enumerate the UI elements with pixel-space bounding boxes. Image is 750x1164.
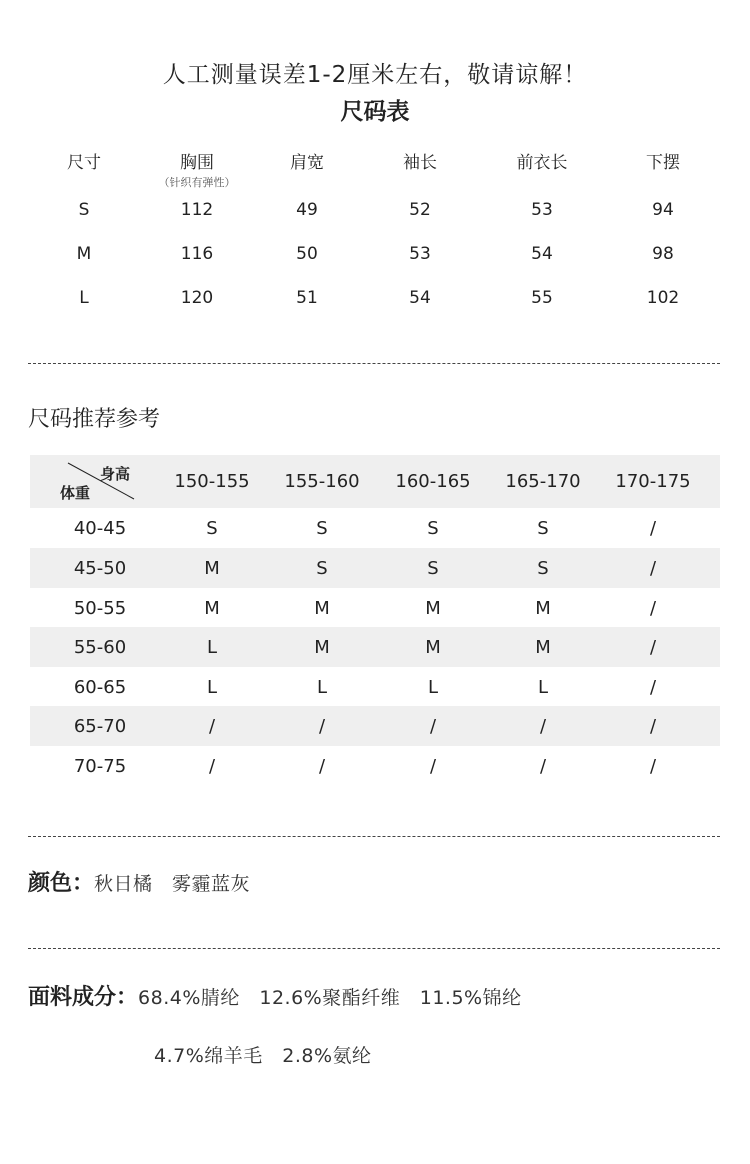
header-shoulder: 肩宽: [290, 153, 324, 173]
weight-cell: 60-65: [73, 677, 127, 698]
table-cell: 120: [180, 288, 214, 308]
weight-cell: 45-50: [73, 558, 127, 579]
table-cell: 53: [409, 244, 431, 264]
table-cell: 54: [531, 244, 553, 264]
table-cell: 53: [531, 200, 553, 220]
table-row: [28, 288, 720, 328]
table-cell: 55: [531, 288, 553, 308]
height-header: 150-155: [174, 471, 250, 492]
weight-cell: 40-45: [73, 518, 127, 539]
dashed-divider: [28, 948, 720, 949]
table-cell: M: [204, 598, 220, 619]
corner-weight-label: 体重: [60, 484, 91, 502]
color-value: 秋日橘 雾霾蓝灰: [94, 873, 251, 895]
table-cell: M: [535, 598, 551, 619]
material-info: [28, 980, 522, 1011]
table-row: [30, 588, 720, 627]
table-cell: /: [649, 677, 657, 698]
table-row: [30, 508, 720, 548]
header-sleeve: 袖长: [403, 153, 437, 173]
table-cell: 112: [180, 200, 214, 220]
table-cell: 51: [296, 288, 318, 308]
table-cell: M: [425, 598, 441, 619]
header-front-length: 前衣长: [516, 153, 568, 173]
table-cell: L: [206, 637, 218, 658]
table-cell: /: [539, 756, 547, 777]
table-row: [30, 706, 720, 746]
table-row: [30, 667, 720, 706]
size-table-title: 尺码表: [340, 99, 410, 125]
table-cell: /: [208, 716, 216, 737]
table-cell: S: [206, 518, 218, 539]
table-row: [30, 746, 720, 786]
material-info-continued: [154, 1041, 372, 1068]
recommendation-header: [30, 455, 720, 508]
header-hem: 下摆: [646, 153, 680, 173]
table-cell: /: [429, 756, 437, 777]
color-label: 颜色：: [28, 871, 95, 896]
table-cell: /: [649, 756, 657, 777]
table-cell: /: [318, 716, 326, 737]
table-cell: 49: [296, 200, 318, 220]
table-cell: L: [316, 677, 328, 698]
height-header: 160-165: [395, 471, 471, 492]
table-cell: M: [535, 637, 551, 658]
weight-cell: 65-70: [73, 716, 127, 737]
table-cell: /: [318, 756, 326, 777]
height-header: 170-175: [615, 471, 691, 492]
corner-height-label: 身高: [99, 465, 130, 483]
table-cell: M: [314, 637, 330, 658]
table-cell: S: [537, 558, 549, 579]
table-cell: S: [427, 558, 439, 579]
table-cell: /: [649, 598, 657, 619]
weight-cell: 55-60: [73, 637, 127, 658]
table-cell: M: [204, 558, 220, 579]
material-line-2: 4.7%绵羊毛 2.8%氨纶: [154, 1045, 372, 1067]
table-cell: M: [314, 598, 330, 619]
dashed-divider: [28, 363, 720, 364]
table-cell: S: [316, 558, 328, 579]
height-header: 165-170: [505, 471, 581, 492]
table-cell: S: [427, 518, 439, 539]
header-chest-label: 胸围: [180, 153, 214, 173]
table-cell: 98: [652, 244, 674, 264]
table-cell: /: [649, 716, 657, 737]
material-label: 面料成分：: [28, 985, 139, 1010]
table-row: [30, 627, 720, 667]
size-table-header: [28, 148, 720, 188]
table-cell: L: [537, 677, 549, 698]
color-info: [28, 866, 250, 897]
height-header: 155-160: [284, 471, 360, 492]
table-cell: M: [425, 637, 441, 658]
header-chest: [159, 148, 236, 190]
header-chest-note: （针织有弹性）: [158, 176, 236, 189]
table-cell: L: [206, 677, 218, 698]
table-cell: /: [429, 716, 437, 737]
table-cell: /: [539, 716, 547, 737]
header-size: 尺寸: [67, 153, 101, 173]
table-cell: /: [649, 518, 657, 539]
dashed-divider: [28, 836, 720, 837]
weight-cell: 50-55: [73, 598, 127, 619]
table-cell: M: [76, 244, 92, 264]
table-cell: 52: [409, 200, 431, 220]
material-line-1: 68.4%腈纶 12.6%聚酯纤维 11.5%锦纶: [138, 987, 522, 1009]
table-row: [30, 548, 720, 588]
table-cell: 102: [646, 288, 680, 308]
table-cell: 94: [652, 200, 674, 220]
corner-cell: [30, 455, 142, 507]
table-cell: L: [427, 677, 439, 698]
table-cell: 116: [180, 244, 214, 264]
table-cell: /: [649, 558, 657, 579]
table-row: [28, 244, 720, 284]
table-cell: L: [79, 288, 89, 308]
table-cell: /: [649, 637, 657, 658]
table-cell: 50: [296, 244, 318, 264]
table-row: [28, 200, 720, 240]
table-cell: S: [537, 518, 549, 539]
table-cell: S: [316, 518, 328, 539]
table-cell: /: [208, 756, 216, 777]
notice-text: 人工测量误差1-2厘米左右，敬请谅解！: [162, 62, 588, 88]
weight-cell: 70-75: [73, 756, 127, 777]
recommendation-title: 尺码推荐参考: [28, 407, 161, 432]
table-cell: 54: [409, 288, 431, 308]
table-cell: S: [78, 200, 90, 220]
